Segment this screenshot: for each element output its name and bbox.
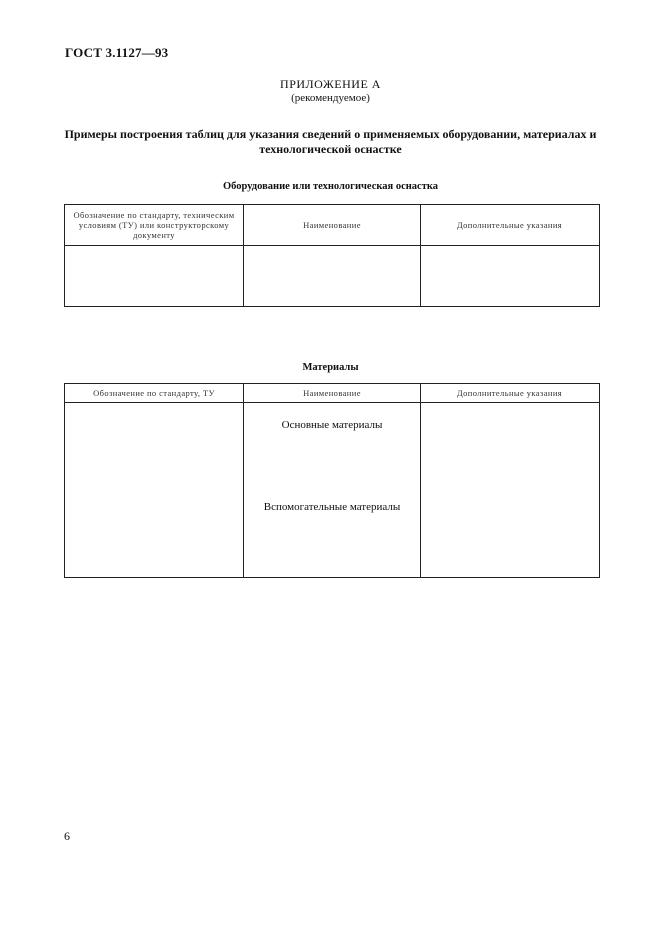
column-divider [243, 384, 244, 577]
equipment-col-notes: Дополнительные указания [456, 220, 563, 230]
column-divider [420, 384, 421, 577]
equipment-col-name: Наименование [303, 220, 361, 230]
equipment-table-title: Оборудование или технологическая оснастка [222, 181, 438, 192]
header-divider [65, 402, 599, 403]
page-number: 6 [64, 829, 70, 843]
materials-table-title: Материалы [302, 362, 359, 373]
appendix-note: (рекомендуемое) [291, 92, 370, 104]
materials-table [64, 383, 600, 578]
appendix-title: ПРИЛОЖЕНИЕ А [280, 77, 381, 91]
document-code: ГОСТ 3.1127—93 [65, 45, 169, 60]
materials-col-name: Наименование [303, 388, 361, 398]
header-divider [65, 245, 599, 246]
materials-col-designation: Обозначение по стандарту, ТУ [93, 388, 215, 398]
main-title: Примеры построения таблиц для указания сведений о применяемых оборудовании, материалах и технологической оснастке [64, 127, 597, 156]
materials-row-main: Основные материалы [281, 419, 383, 431]
equipment-table [64, 204, 600, 307]
materials-col-notes: Дополнительные указания [456, 388, 563, 398]
materials-row-auxiliary: Вспомогательные материалы [263, 501, 401, 513]
equipment-col-designation: Обозначение по стандарту, техническим условиям (ТУ) или конструкторскому документу [73, 210, 235, 240]
